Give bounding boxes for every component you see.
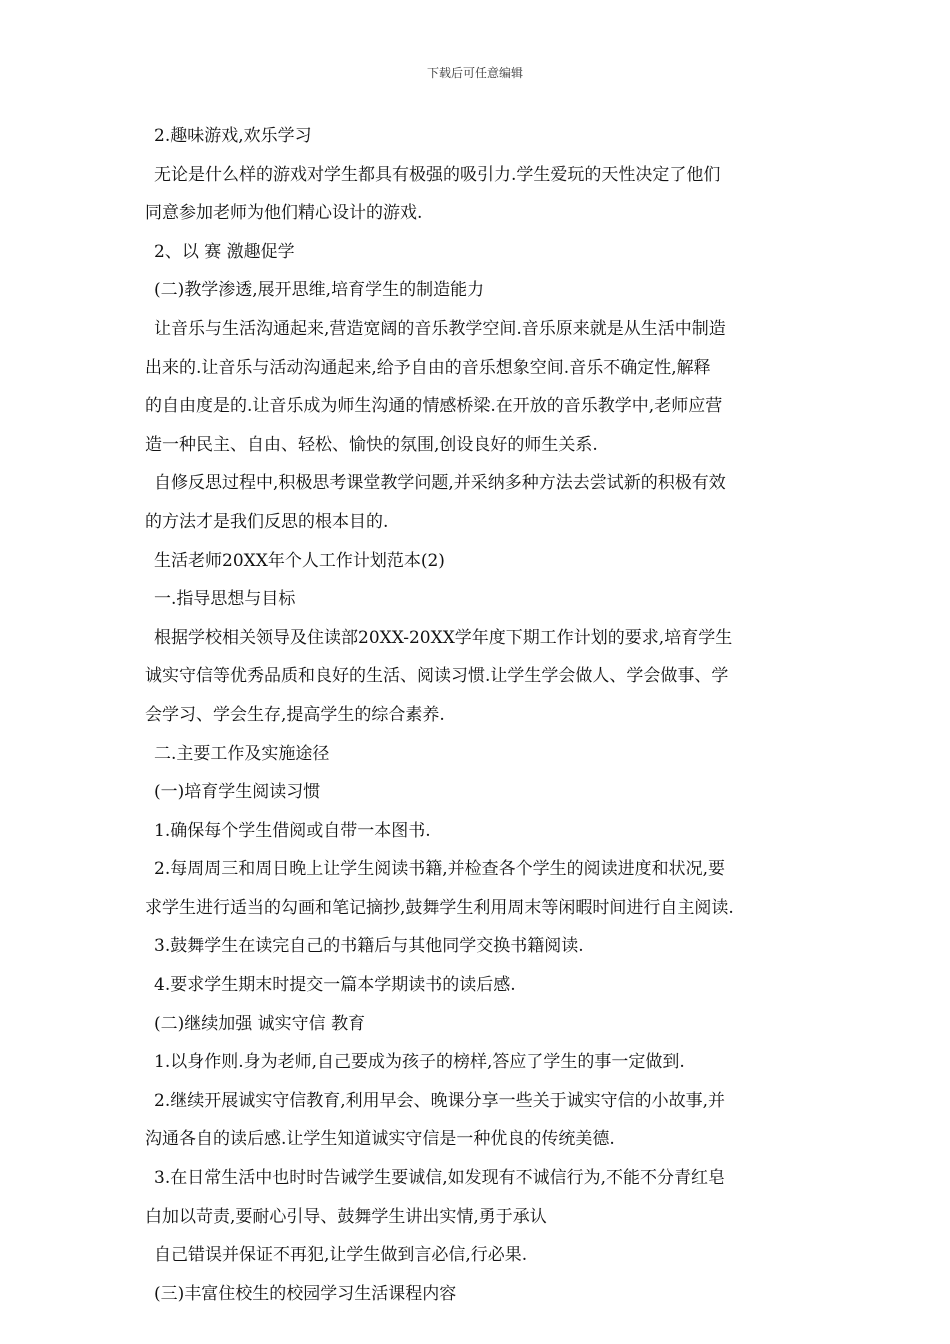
text-line: 自己错误并保证不再犯,让学生做到言必信,行必果. [154, 1245, 528, 1266]
text-line: 根据学校相关领导及住读部20XX-20XX学年度下期工作计划的要求,培育学生 [154, 627, 733, 648]
subsection-heading: (二)继续加强 诚实守信 教育 [154, 1013, 366, 1034]
list-item: 3.在日常生活中也时时告诫学生要诚信,如发现有不诚信行为,不能不分青红皂 [154, 1168, 726, 1189]
text-line: 2.趣味游戏,欢乐学习 [154, 126, 312, 146]
text-line: 的方法才是我们反思的根本目的. [145, 511, 389, 532]
list-item: 2.每周周三和周日晚上让学生阅读书籍,并检查各个学生的阅读进度和状况,要 [154, 859, 726, 880]
list-item: 4.要求学生期末时提交一篇本学期读书的读后感. [154, 975, 516, 996]
section-title: 生活老师20XX年个人工作计划范本(2) [154, 550, 445, 571]
text-line: 造一种民主、自由、轻松、愉快的氛围,创设良好的师生关系. [145, 434, 598, 455]
text-line: 自修反思过程中,积极思考课堂教学问题,并采纳多种方法去尝试新的积极有效 [154, 473, 726, 494]
section-heading: 二.主要工作及实施途径 [154, 743, 330, 764]
section-heading: 一.指导思想与目标 [154, 589, 296, 610]
text-line: 沟通各自的读后感.让学生知道诚实守信是一种优良的传统美德. [145, 1129, 615, 1150]
text-line: 求学生进行适当的勾画和笔记摘抄,鼓舞学生利用周末等闲暇时间进行自主阅读. [145, 897, 734, 918]
list-item: 2.继续开展诚实守信教育,利用早会、晚课分享一些关于诚实守信的小故事,并 [154, 1090, 726, 1111]
subsection-heading: (一)培育学生阅读习惯 [154, 782, 321, 803]
text-line: 让音乐与生活沟通起来,营造宽阔的音乐教学空间.音乐原来就是从生活中制造 [154, 318, 726, 339]
document-body [145, 117, 817, 1313]
list-item: 1.以身作则.身为老师,自己要成为孩子的榜样,答应了学生的事一定做到. [154, 1052, 685, 1073]
text-line: (二)教学渗透,展开思维,培育学生的制造能力 [154, 280, 485, 301]
text-line: 同意参加老师为他们精心设计的游戏. [145, 203, 423, 224]
list-item: 3.鼓舞学生在读完自己的书籍后与其他同学交换书籍阅读. [154, 936, 584, 957]
text-line: 无论是什么样的游戏对学生都具有极强的吸引力.学生爱玩的天性决定了他们 [154, 164, 721, 185]
list-item: 1.确保每个学生借阅或自带一本图书. [154, 820, 431, 841]
text-line: 出来的.让音乐与活动沟通起来,给予自由的音乐想象空间.音乐不确定性,解释 [145, 357, 711, 378]
subsection-heading: (三)丰富住校生的校园学习生活课程内容 [154, 1283, 457, 1304]
text-line: 的自由度是的.让音乐成为师生沟通的情感桥梁.在开放的音乐教学中,老师应营 [145, 396, 723, 417]
text-line: 会学习、学会生存,提高学生的综合素养. [145, 704, 445, 725]
text-line: 2、以 赛 激趣促学 [154, 241, 295, 262]
page-header-note: 下载后可任意编辑 [426, 66, 523, 80]
text-line: 诚实守信等优秀品质和良好的生活、阅读习惯.让学生学会做人、学会做事、学 [145, 666, 729, 687]
text-line: 白加以苛责,要耐心引导、鼓舞学生讲出实情,勇于承认 [145, 1206, 547, 1227]
